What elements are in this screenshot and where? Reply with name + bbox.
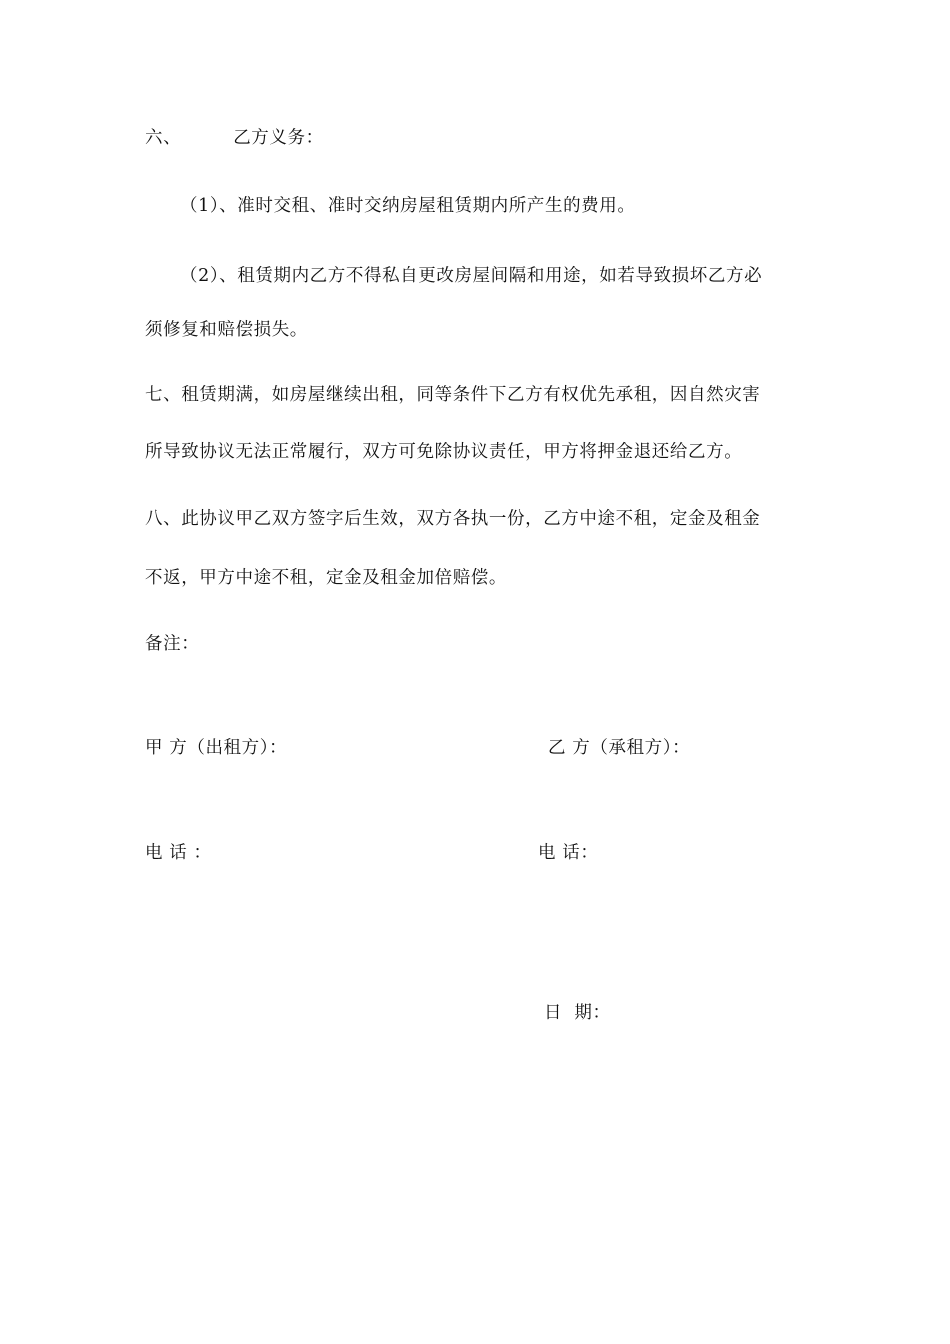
- section-eight-line-2: 不返，甲方中途不租，定金及租金加倍赔偿。: [145, 568, 507, 588]
- section-six-heading: [145, 126, 324, 150]
- party-a-phone-label: 电 话 ：: [145, 843, 212, 863]
- obligation-item-2-line-2: 须修复和赔偿损失。: [145, 320, 308, 340]
- section-six-number: 六、: [145, 128, 182, 148]
- section-seven-line-2: 所导致协议无法正常履行，双方可免除协议责任，甲方将押金退还给乙方。: [145, 442, 743, 462]
- party-b-label: 乙 方（承租方）：: [548, 738, 691, 758]
- date-label: 日 期：: [544, 1003, 611, 1023]
- party-b-phone-label: 电 话：: [538, 843, 599, 863]
- remarks-label: 备注：: [145, 634, 200, 654]
- obligation-item-2-line-1: （2）、租赁期内乙方不得私自更改房屋间隔和用途，如若导致损坏乙方必: [180, 266, 763, 286]
- obligation-item-1: （1）、准时交租、准时交纳房屋租赁期内所产生的费用。: [180, 196, 636, 216]
- section-eight-line-1: 八、此协议甲乙双方签字后生效，双方各执一份，乙方中途不租，定金及租金: [145, 509, 761, 529]
- party-a-label: 甲 方（出租方）：: [145, 738, 288, 758]
- section-six-title: 乙方义务：: [233, 128, 324, 148]
- section-seven-line-1: 七、租赁期满，如房屋继续出租，同等条件下乙方有权优先承租，因自然灾害: [145, 385, 761, 405]
